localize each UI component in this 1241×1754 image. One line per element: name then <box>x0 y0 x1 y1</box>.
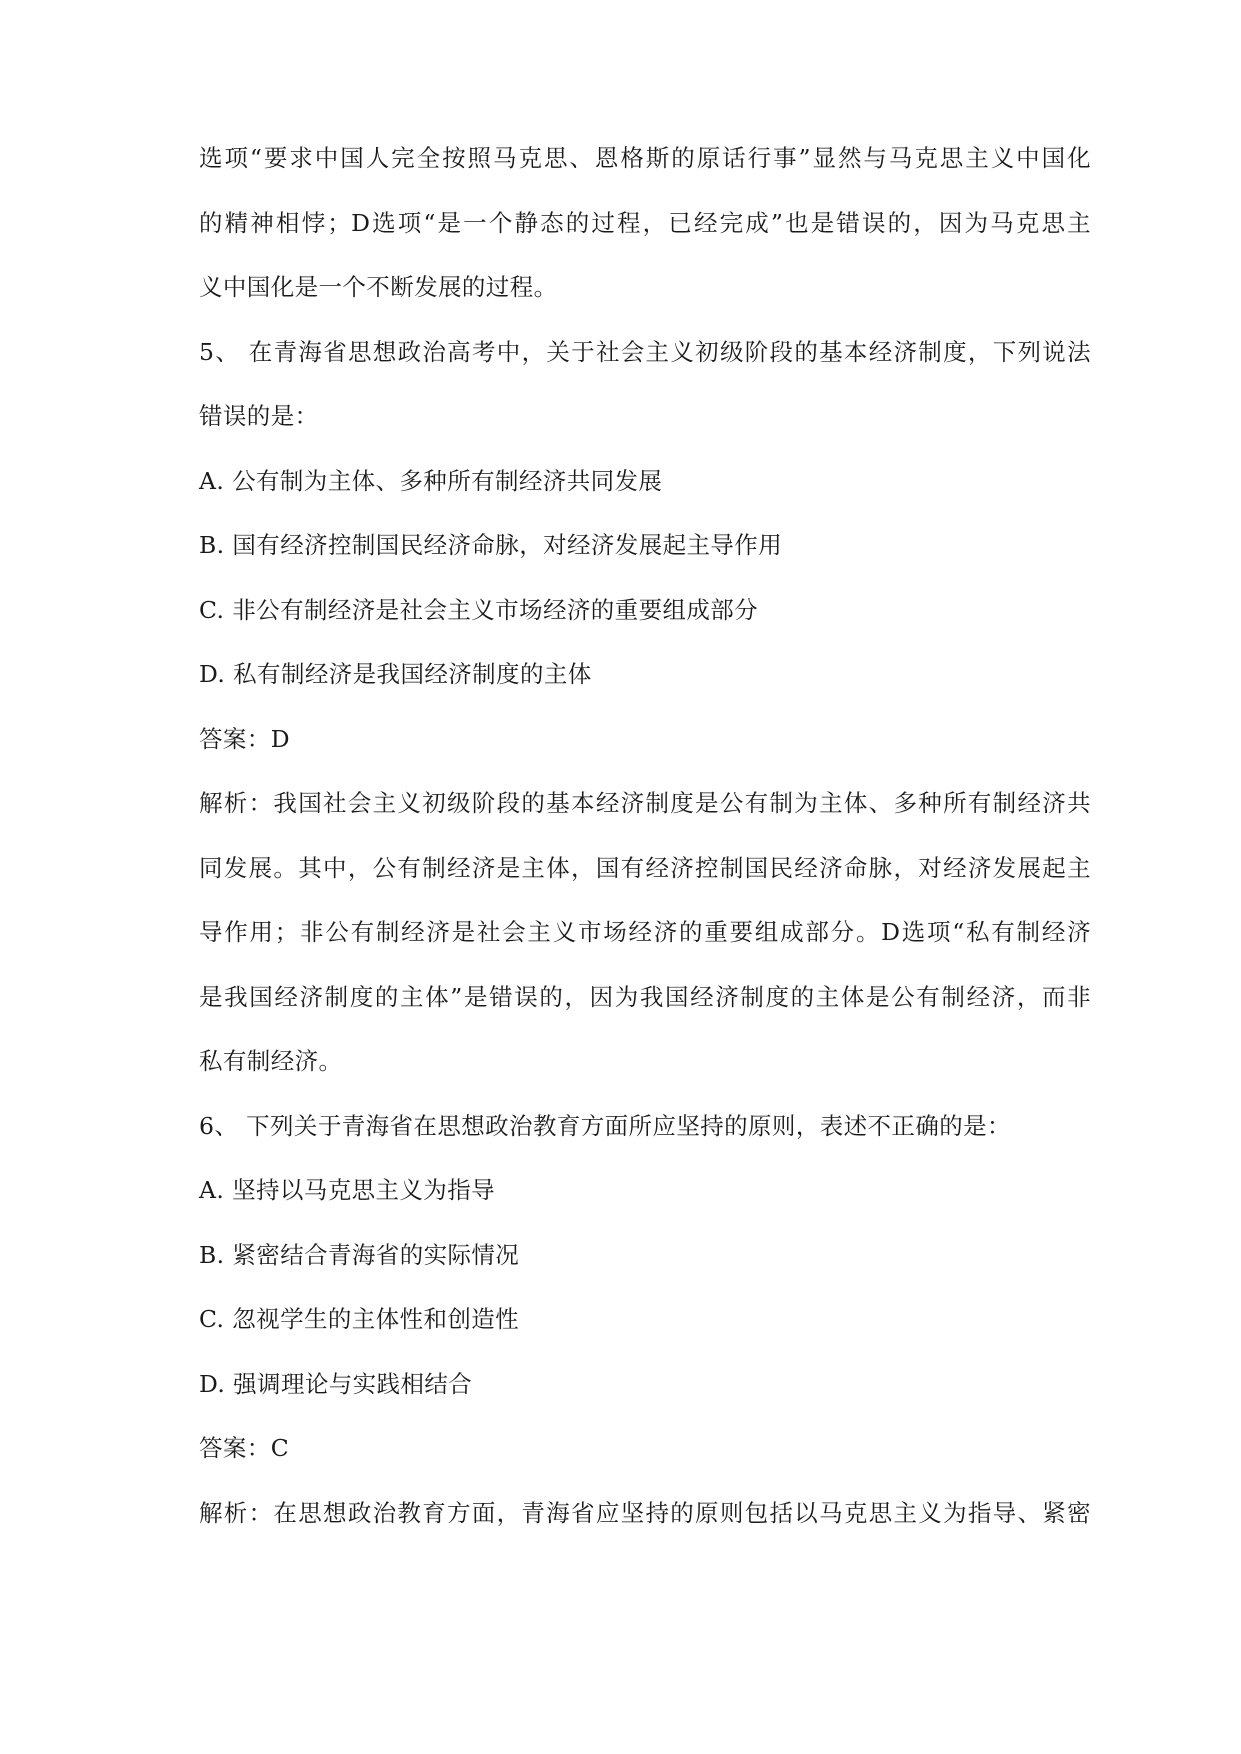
question-5-option-d: D. 私有制经济是我国经济制度的主体 <box>199 660 592 688</box>
question-5-option-c: C. 非公有制经济是社会主义市场经济的重要组成部分 <box>199 595 759 624</box>
question-5-stem: 5、 在青海省思想政治高考中，关于社会主义初级阶段的基本经济制度，下列说法 <box>199 337 1091 366</box>
text-line-1: 选项“要求中国人完全按照马克思、恩格斯的原话行事”显然与马克思主义中国化 <box>199 144 1091 172</box>
question-6-option-c: C. 忽视学生的主体性和创造性 <box>199 1305 520 1333</box>
question-6-analysis-1: 解析：在思想政治教育方面，青海省应坚持的原则包括以马克思主义为指导、紧密 <box>199 1498 1091 1527</box>
question-5-option-a: A. 公有制为主体、多种所有制经济共同发展 <box>199 466 663 495</box>
question-6-option-a: A. 坚持以马克思主义为指导 <box>199 1176 496 1204</box>
question-5-analysis-4: 是我国经济制度的主体”是错误的，因为我国经济制度的主体是公有制经济，而非 <box>199 982 1091 1011</box>
document-page <box>199 142 1091 1561</box>
question-6-option-d: D. 强调理论与实践相结合 <box>199 1369 473 1398</box>
text-line-3: 义中国化是一个不断发展的过程。 <box>199 273 558 301</box>
question-6-answer: 答案：C <box>199 1434 290 1462</box>
question-5-analysis-3: 导作用；非公有制经济是社会主义市场经济的重要组成部分。D选项“私有制经济 <box>199 918 1091 946</box>
question-6-option-b: B. 紧密结合青海省的实际情况 <box>199 1240 520 1269</box>
question-6-stem: 6、 下列关于青海省在思想政治教育方面所应坚持的原则，表述不正确的是： <box>199 1111 1011 1140</box>
question-5-analysis-1: 解析：我国社会主义初级阶段的基本经济制度是公有制为主体、多种所有制经济共 <box>199 789 1091 817</box>
question-5-analysis-2: 同发展。其中，公有制经济是主体，国有经济控制国民经济命脉，对经济发展起主 <box>199 853 1091 882</box>
question-5-analysis-5: 私有制经济。 <box>199 1047 343 1075</box>
question-5-stem-cont: 错误的是： <box>199 402 319 430</box>
question-5-answer: 答案：D <box>199 724 290 753</box>
text-line-2: 的精神相悖；D选项“是一个静态的过程，已经完成”也是错误的，因为马克思主 <box>199 208 1091 237</box>
question-5-option-b: B. 国有经济控制国民经济命脉，对经济发展起主导作用 <box>199 531 783 559</box>
